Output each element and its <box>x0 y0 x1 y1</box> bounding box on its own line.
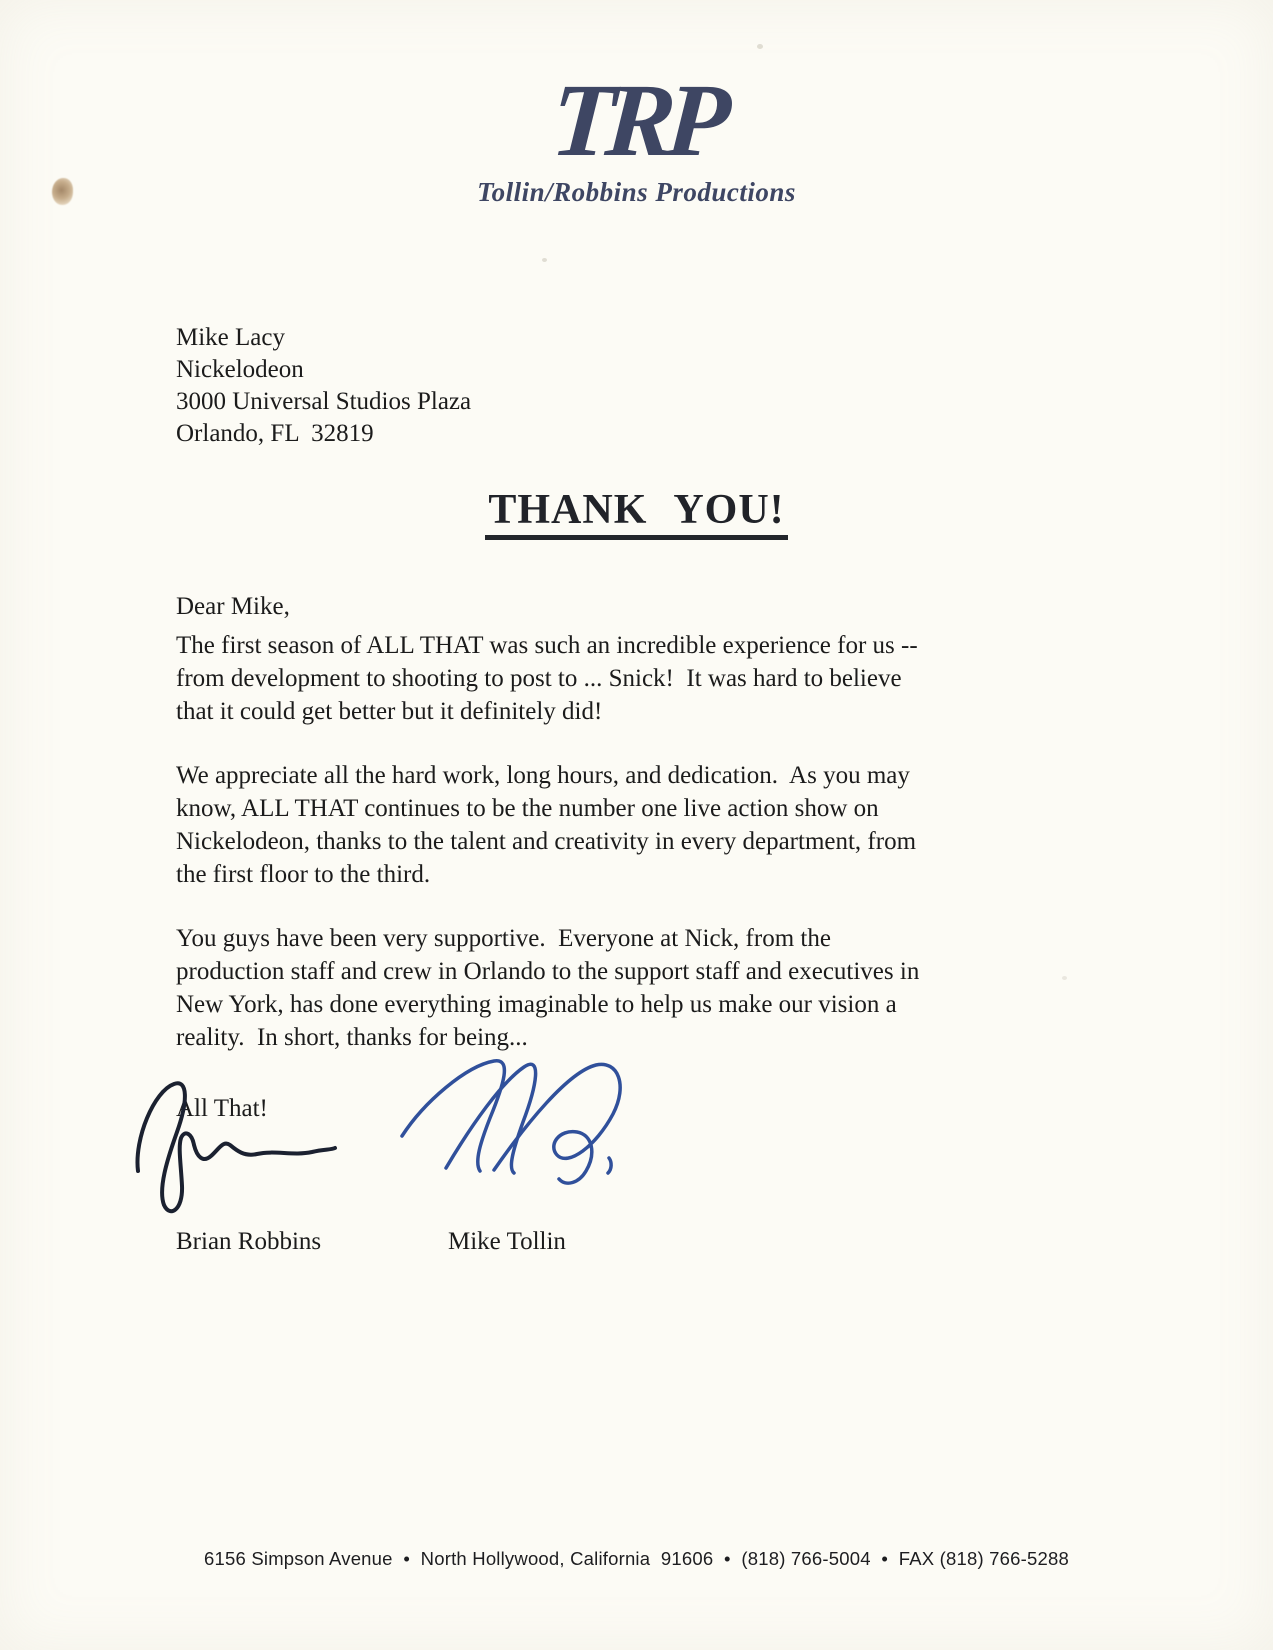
recipient-city-state-zip: Orlando, FL 32819 <box>176 420 374 447</box>
logo-company-name: Tollin/Robbins Productions <box>477 177 796 208</box>
paper-speck <box>757 44 763 49</box>
paper-speck <box>542 258 547 262</box>
paragraph-line: production staff and crew in Orlando to the support staff and executives in <box>176 958 920 985</box>
letter-body <box>176 629 919 1085</box>
paragraph-line: know, ALL THAT continues to be the number one live action show on <box>176 795 879 822</box>
letter-title-row <box>0 489 1273 540</box>
brian-robbins-signature <box>128 1075 340 1227</box>
recipient-address-block <box>176 322 471 450</box>
recipient-street: 3000 Universal Studios Plaza <box>176 388 472 415</box>
paragraph-line: We appreciate all the hard work, long hours, and dedication. As you may <box>176 762 910 789</box>
logo-acronym: TRP <box>547 63 726 178</box>
paper-speck <box>1062 976 1067 980</box>
paragraph-line: from development to shooting to post to ... Snick! It was hard to believe <box>176 665 902 692</box>
paragraph-2 <box>176 759 919 891</box>
closing-line: All That! <box>176 1095 268 1122</box>
signer-name-brian-robbins: Brian Robbins <box>176 1228 322 1255</box>
paragraph-line: The first season of ALL THAT was such an incredible experience for us -- <box>176 632 918 659</box>
paragraph-line: You guys have been very supportive. Everyone at Nick, from the <box>176 925 831 952</box>
paragraph-line: the first floor to the third. <box>176 861 431 888</box>
signer-name-mike-tollin: Mike Tollin <box>448 1228 566 1255</box>
mike-tollin-signature <box>396 1040 636 1202</box>
paragraph-line: New York, has done everything imaginable to help us make our vision a <box>176 991 897 1018</box>
paragraph-1 <box>176 629 919 728</box>
company-logo <box>0 63 1273 208</box>
footer-address-line: 6156 Simpson Avenue • North Hollywood, California 91606 • (818) 766-5004 • FAX (818) 766-5288 <box>204 1548 1069 1569</box>
recipient-name: Mike Lacy <box>176 324 285 351</box>
salutation: Dear Mike, <box>176 593 290 620</box>
paragraph-3 <box>176 922 919 1054</box>
letter-title: THANK YOU! <box>485 489 787 540</box>
paragraph-line: that it could get better but it definitely did! <box>176 698 603 725</box>
paragraph-line: reality. In short, thanks for being... <box>176 1024 528 1051</box>
recipient-company: Nickelodeon <box>176 356 304 383</box>
paragraph-line: Nickelodeon, thanks to the talent and creativity in every department, from <box>176 828 917 855</box>
